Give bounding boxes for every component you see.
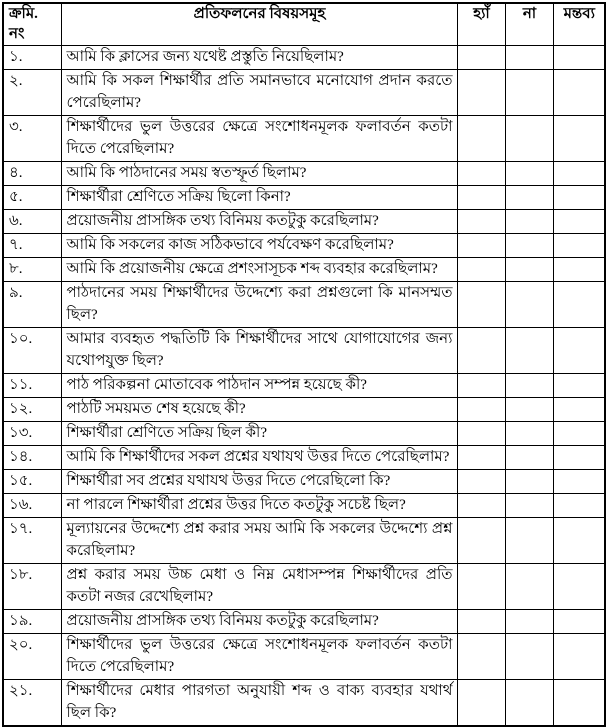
- row-serial-number: ২০.: [3, 634, 61, 680]
- row-question-text: আমি কি পাঠদানের সময় স্বতস্ফূর্ত ছিলাম?: [61, 162, 457, 186]
- row-serial-number: ৭.: [3, 234, 61, 258]
- table-row: [3, 328, 605, 374]
- table-row: [3, 680, 605, 727]
- row-yes-cell: [457, 46, 505, 70]
- row-question-text: আমি কি ক্লাসের জন্য যথেষ্ট প্রস্তুতি নিয়েছিলাম?: [61, 46, 457, 70]
- table-row: [3, 210, 605, 234]
- row-serial-number: ৪.: [3, 162, 61, 186]
- table-row: [3, 610, 605, 634]
- row-no-cell: [505, 210, 553, 234]
- row-serial-number: ১৯.: [3, 610, 61, 634]
- header-yes: হ্যাঁ: [457, 3, 505, 46]
- row-no-cell: [505, 70, 553, 116]
- row-serial-number: ৬.: [3, 210, 61, 234]
- row-question-text: পাঠদানের সময় শিক্ষার্থীদের উদ্দেশ্যে করা প্রশ্নগুলো কি মানসম্মত ছিল?: [61, 282, 457, 328]
- header-no: না: [505, 3, 553, 46]
- row-yes-cell: [457, 610, 505, 634]
- row-serial-number: ২১.: [3, 680, 61, 727]
- table-row: [3, 116, 605, 162]
- row-question-text: পাঠটি সময়মত শেষ হয়েছে কী?: [61, 398, 457, 422]
- row-yes-cell: [457, 374, 505, 398]
- table-row: [3, 564, 605, 610]
- row-question-text: শিক্ষার্থীরা সব প্রশ্নের যথাযথ উত্তর দিতে পেরেছিলো কি?: [61, 470, 457, 494]
- row-comment-cell: [553, 518, 605, 564]
- table-header: [3, 3, 605, 46]
- table-row: [3, 634, 605, 680]
- row-yes-cell: [457, 634, 505, 680]
- table-row: [3, 186, 605, 210]
- row-comment-cell: [553, 116, 605, 162]
- row-comment-cell: [553, 634, 605, 680]
- row-question-text: প্রয়োজনীয় প্রাসঙ্গিক তথ্য বিনিময় কতটুকু করেছিলাম?: [61, 610, 457, 634]
- table-row: [3, 422, 605, 446]
- row-serial-number: ১.: [3, 46, 61, 70]
- row-no-cell: [505, 162, 553, 186]
- row-yes-cell: [457, 258, 505, 282]
- row-comment-cell: [553, 610, 605, 634]
- row-question-text: না পারলে শিক্ষার্থীরা প্রশ্নের উত্তর দিতে কতটুকু সচেষ্ট ছিল?: [61, 494, 457, 518]
- row-no-cell: [505, 234, 553, 258]
- row-comment-cell: [553, 328, 605, 374]
- row-no-cell: [505, 518, 553, 564]
- table-row: [3, 374, 605, 398]
- table-row: [3, 162, 605, 186]
- row-yes-cell: [457, 422, 505, 446]
- row-question-text: আমি কি সকল শিক্ষার্থীর প্রতি সমানভাবে মনোযোগ প্রদান করতে পেরেছিলাম?: [61, 70, 457, 116]
- row-comment-cell: [553, 70, 605, 116]
- table-row: [3, 518, 605, 564]
- row-serial-number: ২.: [3, 70, 61, 116]
- row-yes-cell: [457, 116, 505, 162]
- row-comment-cell: [553, 680, 605, 727]
- row-no-cell: [505, 186, 553, 210]
- row-yes-cell: [457, 470, 505, 494]
- row-yes-cell: [457, 680, 505, 727]
- row-yes-cell: [457, 494, 505, 518]
- row-no-cell: [505, 680, 553, 727]
- row-yes-cell: [457, 282, 505, 328]
- row-serial-number: ৯.: [3, 282, 61, 328]
- row-yes-cell: [457, 210, 505, 234]
- row-comment-cell: [553, 162, 605, 186]
- row-question-text: আমি কি শিক্ষার্থীদের সকল প্রশ্নের যথাযথ উত্তর দিতে পেরেছিলাম?: [61, 446, 457, 470]
- row-no-cell: [505, 328, 553, 374]
- table-body: [3, 46, 605, 727]
- row-no-cell: [505, 634, 553, 680]
- row-no-cell: [505, 564, 553, 610]
- row-comment-cell: [553, 258, 605, 282]
- row-question-text: আমি কি সকলের কাজ সঠিকভাবে পর্যবেক্ষণ করেছিলাম?: [61, 234, 457, 258]
- row-yes-cell: [457, 70, 505, 116]
- row-serial-number: ১৫.: [3, 470, 61, 494]
- row-no-cell: [505, 494, 553, 518]
- row-question-text: মূল্যায়নের উদ্দেশ্যে প্রশ্ন করার সময় আমি কি সকলের উদ্দেশ্যে প্রশ্ন করেছিলাম?: [61, 518, 457, 564]
- row-comment-cell: [553, 422, 605, 446]
- row-question-text: শিক্ষার্থীদের ভুল উত্তরের ক্ষেত্রে সংশোধনমূলক ফলাবর্তন কতটা দিতে পেরেছিলাম?: [61, 116, 457, 162]
- row-yes-cell: [457, 328, 505, 374]
- row-yes-cell: [457, 186, 505, 210]
- row-serial-number: ১৭.: [3, 518, 61, 564]
- row-yes-cell: [457, 518, 505, 564]
- header-subject: প্রতিফলনের বিষয়সমূহ: [61, 3, 457, 46]
- row-comment-cell: [553, 470, 605, 494]
- row-serial-number: ৫.: [3, 186, 61, 210]
- row-comment-cell: [553, 564, 605, 610]
- row-serial-number: ১৪.: [3, 446, 61, 470]
- row-yes-cell: [457, 234, 505, 258]
- header-serial-number: ক্রমি. নং: [3, 3, 61, 46]
- row-serial-number: ৮.: [3, 258, 61, 282]
- row-no-cell: [505, 470, 553, 494]
- table-row: [3, 446, 605, 470]
- table-row: [3, 70, 605, 116]
- row-question-text: প্রয়োজনীয় প্রাসঙ্গিক তথ্য বিনিময় কতটুকু করেছিলাম?: [61, 210, 457, 234]
- row-question-text: শিক্ষার্থীরা শ্রেণিতে সক্রিয় ছিল কী?: [61, 422, 457, 446]
- row-yes-cell: [457, 564, 505, 610]
- row-serial-number: ১৮.: [3, 564, 61, 610]
- row-yes-cell: [457, 398, 505, 422]
- row-yes-cell: [457, 162, 505, 186]
- row-question-text: শিক্ষার্থীদের ভুল উত্তরের ক্ষেত্রে সংশোধনমূলক ফলাবর্তন কতটা দিতে পেরেছিলাম?: [61, 634, 457, 680]
- row-no-cell: [505, 46, 553, 70]
- row-no-cell: [505, 398, 553, 422]
- row-no-cell: [505, 258, 553, 282]
- row-serial-number: ১৬.: [3, 494, 61, 518]
- row-comment-cell: [553, 46, 605, 70]
- row-question-text: আমি কি প্রয়োজনীয় ক্ষেত্রে প্রশংসাসূচক শব্দ ব্যবহার করেছিলাম?: [61, 258, 457, 282]
- row-question-text: পাঠ পরিকল্পনা মোতাবেক পাঠদান সম্পন্ন হয়েছে কী?: [61, 374, 457, 398]
- row-serial-number: ৩.: [3, 116, 61, 162]
- table-row: [3, 494, 605, 518]
- row-no-cell: [505, 610, 553, 634]
- table-row: [3, 234, 605, 258]
- row-question-text: শিক্ষার্থীরা শ্রেণিতে সক্রিয় ছিলো কিনা?: [61, 186, 457, 210]
- row-no-cell: [505, 374, 553, 398]
- header-comment: মন্তব্য: [553, 3, 605, 46]
- row-no-cell: [505, 116, 553, 162]
- table-row: [3, 398, 605, 422]
- row-no-cell: [505, 282, 553, 328]
- row-serial-number: ১২.: [3, 398, 61, 422]
- row-comment-cell: [553, 398, 605, 422]
- table-row: [3, 282, 605, 328]
- row-no-cell: [505, 446, 553, 470]
- row-serial-number: ১১.: [3, 374, 61, 398]
- row-serial-number: ১৩.: [3, 422, 61, 446]
- row-question-text: প্রশ্ন করার সময় উচ্চ মেধা ও নিম্ন মেধাসম্পন্ন শিক্ষার্থীদের প্রতি কতটা নজর রেখেছিলাম?: [61, 564, 457, 610]
- header-row: [3, 3, 605, 46]
- row-comment-cell: [553, 234, 605, 258]
- table-row: [3, 46, 605, 70]
- row-comment-cell: [553, 374, 605, 398]
- row-comment-cell: [553, 446, 605, 470]
- row-comment-cell: [553, 186, 605, 210]
- row-yes-cell: [457, 446, 505, 470]
- row-serial-number: ১০.: [3, 328, 61, 374]
- row-question-text: শিক্ষার্থীদের মেধার পারগতা অনুযায়ী শব্দ ও বাক্য ব্যবহার যথার্থ ছিল কি?: [61, 680, 457, 727]
- row-question-text: আমার ব্যবহৃত পদ্ধতিটি কি শিক্ষার্থীদের সাথে যোগাযোগের জন্য যথোপযুক্ত ছিল?: [61, 328, 457, 374]
- row-comment-cell: [553, 282, 605, 328]
- reflection-checklist-table: [2, 2, 606, 727]
- table-row: [3, 470, 605, 494]
- row-comment-cell: [553, 210, 605, 234]
- table-row: [3, 258, 605, 282]
- row-comment-cell: [553, 494, 605, 518]
- row-no-cell: [505, 422, 553, 446]
